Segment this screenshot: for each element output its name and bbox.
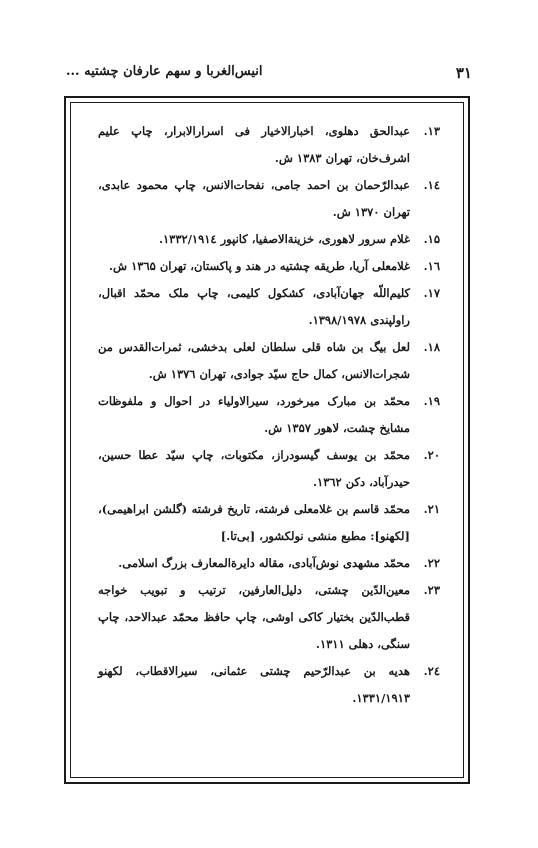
bibliography-entry: [98, 280, 440, 334]
bibliography-entry: [98, 172, 440, 226]
bibliography-entry: [98, 550, 440, 577]
entry-text: محمّد مشهدی نوش‌آبادی، مقاله دایرة‌المعارف بزرگ اسلامی.: [118, 556, 410, 570]
entry-text: معین‌الدّین چشتی، دلیل‌العارفین، ترتیب و تبویب خواجه قطب‌الدّین بختیار کاکی اوشی، چاپ حافظ محمّد عبدالاحد، چاپ سنگی، دهلی ۱۳۱۱.: [98, 583, 410, 651]
entry-number: ۱۹.: [423, 394, 440, 408]
entry-text: محمّد بن مبارک میرخورد، سیرالاولیاء در احوال و ملفوظات مشایخ چشت، لاهور ۱۳۵۷ ش.: [98, 394, 410, 435]
bibliography-entry: [98, 226, 440, 253]
bibliography-entry: [98, 577, 440, 658]
entry-number: ۱۵.: [423, 232, 440, 246]
entry-text: محمّد بن یوسف گیسودراز، مکتوبات، چاپ سیّد عطا حسین، حیدرآباد، دکن ۱۳٦۲.: [98, 448, 410, 489]
entry-number: ۲۲.: [423, 556, 440, 570]
entry-number: ۱۸.: [423, 340, 440, 354]
entry-text: هدیه بن عبدالرّحیم چشتی عثمانی، سیرالاقطاب، لکهنو ۱۳۳۱/۱۹۱۳.: [98, 664, 410, 705]
entry-number: ۱۳.: [423, 124, 440, 138]
entry-text: غلامعلی آریا، طریقه چشتیه در هند و پاکستان، تهران ۱۳٦۵ ش.: [109, 259, 410, 273]
page-number: ۳۱: [455, 64, 472, 82]
entry-number: ۲۳.: [423, 583, 440, 597]
entry-text: لعل بیگ بن شاه قلی سلطان لعلی بدخشی، ثمرات‌القدس من شجرات‌الانس، کمال حاج سیّد جوادی، تهران ۱۳۷٦ ش.: [98, 340, 410, 381]
bibliography-entry: [98, 253, 440, 280]
entry-text: غلام سرور لاهوری، خزینة‌الاصفیا، کانپور ۱۳۳۲/۱۹۱٤.: [158, 232, 410, 246]
entry-number: ۱٦.: [423, 259, 440, 273]
bibliography-list: [98, 118, 440, 712]
bibliography-entry: [98, 118, 440, 172]
entry-text: عبدالحق دهلوی، اخبارالاخیار فی اسرارالابرار، چاپ علیم اشرف‌خان، تهران ۱۳۸۳ ش.: [98, 124, 410, 165]
entry-text: محمّد قاسم بن غلامعلی فرشته، تاریخ فرشته (گلشن ابراهیمی)، [لکهنو]: مطبع منشی نولکشور، [بی‌تا.]: [98, 502, 410, 543]
page-header: [66, 64, 472, 88]
entry-text: عبدالرّحمان بن احمد جامی، نفحات‌الانس، چاپ محمود عابدی، تهران ۱۳۷۰ ش.: [98, 178, 410, 219]
bibliography-entry: [98, 388, 440, 442]
entry-number: ۱٤.: [423, 178, 440, 192]
entry-number: ۲۱.: [423, 502, 440, 516]
bibliography-entry: [98, 496, 440, 550]
bibliography-entry: [98, 442, 440, 496]
bibliography-entry: [98, 658, 440, 712]
bibliography-entry: [98, 334, 440, 388]
running-title: انیس‌الغربا و سهم عارفان چشتیه ...: [66, 64, 263, 79]
entry-number: ۲٤.: [423, 664, 440, 678]
entry-number: ۲۰.: [423, 448, 440, 462]
entry-text: کلیم‌اللّه جهان‌آبادی، کشکول کلیمی، چاپ ملک محمّد اقبال، راولپندی ۱۳۹۸/۱۹۷۸.: [98, 286, 410, 327]
entry-number: ۱۷.: [423, 286, 440, 300]
